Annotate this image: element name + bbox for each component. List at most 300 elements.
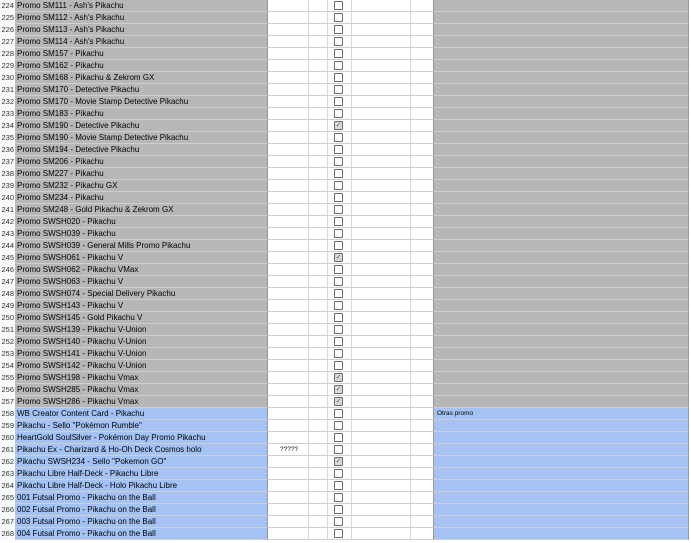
name-cell[interactable]	[15, 120, 268, 132]
note-cell[interactable]	[268, 120, 309, 132]
empty-cell[interactable]	[411, 312, 434, 324]
checkbox-icon[interactable]	[334, 301, 343, 310]
checkbox-icon[interactable]: ✓	[335, 254, 342, 261]
row-number[interactable]: 258	[1, 409, 14, 418]
note-cell[interactable]	[268, 420, 309, 432]
note-cell[interactable]	[268, 324, 309, 336]
checkbox-icon[interactable]	[334, 49, 343, 58]
empty-cell[interactable]	[352, 168, 411, 180]
checkbox-icon[interactable]: ✓	[335, 122, 342, 129]
row-number[interactable]: 260	[1, 433, 14, 442]
checkbox-icon[interactable]	[334, 73, 343, 82]
checkbox-cell[interactable]	[328, 252, 352, 264]
checkbox-icon[interactable]	[334, 229, 343, 238]
checkbox-icon[interactable]: ✓	[335, 458, 342, 465]
category-cell[interactable]	[434, 516, 689, 528]
checkbox-cell[interactable]	[328, 108, 352, 120]
checkbox-cell[interactable]	[328, 36, 352, 48]
note-cell[interactable]	[268, 240, 309, 252]
empty-cell[interactable]	[309, 228, 328, 240]
name-cell[interactable]	[15, 204, 268, 216]
category-cell[interactable]	[434, 192, 689, 204]
empty-cell[interactable]	[309, 276, 328, 288]
row-number[interactable]: 252	[1, 337, 14, 346]
empty-cell[interactable]	[352, 192, 411, 204]
checkbox-cell[interactable]	[328, 492, 352, 504]
name-cell[interactable]	[15, 228, 268, 240]
empty-cell[interactable]	[352, 0, 411, 12]
category-cell[interactable]	[434, 444, 689, 456]
checkbox-cell[interactable]	[328, 84, 352, 96]
name-cell[interactable]	[15, 168, 268, 180]
empty-cell[interactable]	[309, 420, 328, 432]
checkbox-cell[interactable]	[328, 120, 352, 132]
row-number[interactable]: 228	[1, 49, 14, 58]
empty-cell[interactable]	[352, 144, 411, 156]
category-cell[interactable]	[434, 180, 689, 192]
category-cell[interactable]	[434, 324, 689, 336]
category-cell[interactable]	[434, 0, 689, 12]
checkbox-icon[interactable]	[334, 529, 343, 538]
checkbox-icon[interactable]	[334, 61, 343, 70]
note-cell[interactable]	[268, 24, 309, 36]
category-cell[interactable]	[434, 384, 689, 396]
checkbox-cell[interactable]	[328, 180, 352, 192]
name-cell[interactable]	[15, 132, 268, 144]
empty-cell[interactable]	[309, 432, 328, 444]
empty-cell[interactable]	[309, 348, 328, 360]
category-cell[interactable]	[434, 312, 689, 324]
empty-cell[interactable]	[411, 252, 434, 264]
category-cell[interactable]	[434, 360, 689, 372]
note-cell[interactable]	[268, 228, 309, 240]
row-number[interactable]: 250	[1, 313, 14, 322]
empty-cell[interactable]	[352, 456, 411, 468]
row-number[interactable]: 254	[1, 361, 14, 370]
empty-cell[interactable]	[352, 120, 411, 132]
name-cell[interactable]	[15, 0, 268, 12]
note-cell[interactable]	[268, 504, 309, 516]
category-cell[interactable]	[434, 336, 689, 348]
checkbox-cell[interactable]	[328, 300, 352, 312]
empty-cell[interactable]	[309, 108, 328, 120]
row-number[interactable]: 251	[1, 325, 14, 334]
category-cell[interactable]	[434, 108, 689, 120]
category-cell[interactable]	[434, 96, 689, 108]
note-cell[interactable]	[268, 348, 309, 360]
row-number[interactable]: 262	[1, 457, 14, 466]
name-cell[interactable]	[15, 84, 268, 96]
note-cell[interactable]	[268, 408, 309, 420]
category-cell[interactable]	[434, 24, 689, 36]
name-cell[interactable]	[15, 396, 268, 408]
empty-cell[interactable]	[309, 528, 328, 540]
empty-cell[interactable]	[411, 48, 434, 60]
note-cell[interactable]	[268, 132, 309, 144]
checkbox-icon[interactable]	[334, 469, 343, 478]
empty-cell[interactable]	[352, 480, 411, 492]
checkbox-cell[interactable]	[328, 264, 352, 276]
name-cell[interactable]	[15, 372, 268, 384]
empty-cell[interactable]	[411, 432, 434, 444]
name-cell[interactable]	[15, 408, 268, 420]
empty-cell[interactable]	[352, 48, 411, 60]
note-cell[interactable]	[268, 372, 309, 384]
category-cell[interactable]	[434, 276, 689, 288]
note-cell[interactable]	[268, 480, 309, 492]
empty-cell[interactable]	[411, 456, 434, 468]
empty-cell[interactable]	[309, 132, 328, 144]
empty-cell[interactable]	[309, 192, 328, 204]
category-cell[interactable]	[434, 480, 689, 492]
note-cell[interactable]	[268, 216, 309, 228]
category-cell[interactable]	[434, 228, 689, 240]
empty-cell[interactable]	[309, 120, 328, 132]
row-number[interactable]: 256	[1, 385, 14, 394]
empty-cell[interactable]	[352, 516, 411, 528]
empty-cell[interactable]	[309, 216, 328, 228]
checkbox-icon[interactable]	[334, 481, 343, 490]
checkbox-cell[interactable]	[328, 288, 352, 300]
category-cell[interactable]	[434, 348, 689, 360]
empty-cell[interactable]	[352, 444, 411, 456]
checkbox-cell[interactable]	[328, 312, 352, 324]
empty-cell[interactable]	[309, 360, 328, 372]
row-number[interactable]: 233	[1, 109, 14, 118]
row-number[interactable]: 239	[1, 181, 14, 190]
note-cell[interactable]	[268, 252, 309, 264]
category-cell[interactable]	[434, 252, 689, 264]
checkbox-icon[interactable]	[334, 409, 343, 418]
empty-cell[interactable]	[309, 60, 328, 72]
checkbox-icon[interactable]	[334, 277, 343, 286]
checkbox-icon[interactable]	[334, 493, 343, 502]
empty-cell[interactable]	[411, 24, 434, 36]
row-number[interactable]: 237	[1, 157, 14, 166]
empty-cell[interactable]	[309, 36, 328, 48]
empty-cell[interactable]	[352, 312, 411, 324]
empty-cell[interactable]	[352, 408, 411, 420]
empty-cell[interactable]	[411, 372, 434, 384]
checkbox-icon[interactable]	[334, 169, 343, 178]
row-number[interactable]: 229	[1, 61, 14, 70]
checkbox-icon[interactable]: ✓	[335, 398, 342, 405]
empty-cell[interactable]	[309, 408, 328, 420]
category-cell[interactable]	[434, 36, 689, 48]
note-cell[interactable]	[268, 288, 309, 300]
checkbox-icon[interactable]	[334, 325, 343, 334]
category-cell[interactable]	[434, 264, 689, 276]
row-number[interactable]: 225	[1, 13, 14, 22]
name-cell[interactable]	[15, 324, 268, 336]
category-cell[interactable]	[434, 120, 689, 132]
empty-cell[interactable]	[352, 384, 411, 396]
empty-cell[interactable]	[411, 204, 434, 216]
checkbox-icon[interactable]	[334, 25, 343, 34]
category-cell[interactable]	[434, 72, 689, 84]
name-cell[interactable]	[15, 504, 268, 516]
note-cell[interactable]	[268, 264, 309, 276]
checkbox-cell[interactable]	[328, 456, 352, 468]
row-number[interactable]: 257	[1, 397, 14, 406]
empty-cell[interactable]	[411, 180, 434, 192]
name-cell[interactable]	[15, 12, 268, 24]
row-number[interactable]: 261	[1, 445, 14, 454]
row-number[interactable]: 244	[1, 241, 14, 250]
empty-cell[interactable]	[411, 264, 434, 276]
empty-cell[interactable]	[411, 120, 434, 132]
note-cell[interactable]	[268, 60, 309, 72]
checkbox-icon[interactable]	[334, 265, 343, 274]
empty-cell[interactable]	[309, 516, 328, 528]
name-cell[interactable]	[15, 96, 268, 108]
note-cell[interactable]	[268, 168, 309, 180]
empty-cell[interactable]	[352, 180, 411, 192]
empty-cell[interactable]	[411, 504, 434, 516]
row-number[interactable]: 242	[1, 217, 14, 226]
empty-cell[interactable]	[352, 60, 411, 72]
checkbox-cell[interactable]	[328, 384, 352, 396]
empty-cell[interactable]	[411, 36, 434, 48]
name-cell[interactable]	[15, 276, 268, 288]
name-cell[interactable]	[15, 444, 268, 456]
row-number[interactable]: 245	[1, 253, 14, 262]
checkbox-icon[interactable]	[334, 1, 343, 10]
note-cell[interactable]	[268, 192, 309, 204]
name-cell[interactable]	[15, 192, 268, 204]
empty-cell[interactable]	[309, 72, 328, 84]
empty-cell[interactable]	[411, 0, 434, 12]
checkbox-icon[interactable]	[334, 157, 343, 166]
note-cell[interactable]	[268, 108, 309, 120]
empty-cell[interactable]	[411, 336, 434, 348]
empty-cell[interactable]	[309, 180, 328, 192]
empty-cell[interactable]	[411, 288, 434, 300]
name-cell[interactable]	[15, 48, 268, 60]
checkbox-cell[interactable]	[328, 444, 352, 456]
empty-cell[interactable]	[411, 384, 434, 396]
name-cell[interactable]	[15, 348, 268, 360]
category-cell[interactable]	[434, 240, 689, 252]
checkbox-cell[interactable]	[328, 168, 352, 180]
category-cell[interactable]	[434, 216, 689, 228]
name-cell[interactable]	[15, 480, 268, 492]
empty-cell[interactable]	[309, 24, 328, 36]
empty-cell[interactable]	[352, 468, 411, 480]
empty-cell[interactable]	[352, 36, 411, 48]
empty-cell[interactable]	[309, 492, 328, 504]
row-number[interactable]: 247	[1, 277, 14, 286]
checkbox-icon[interactable]: ✓	[335, 374, 342, 381]
category-cell[interactable]	[434, 372, 689, 384]
empty-cell[interactable]	[309, 168, 328, 180]
checkbox-icon[interactable]	[334, 517, 343, 526]
empty-cell[interactable]	[309, 288, 328, 300]
empty-cell[interactable]	[352, 288, 411, 300]
category-cell[interactable]	[434, 456, 689, 468]
checkbox-icon[interactable]	[334, 193, 343, 202]
checkbox-icon[interactable]	[334, 361, 343, 370]
row-number[interactable]: 238	[1, 169, 14, 178]
empty-cell[interactable]	[411, 420, 434, 432]
empty-cell[interactable]	[352, 492, 411, 504]
checkbox-icon[interactable]	[334, 133, 343, 142]
checkbox-cell[interactable]	[328, 396, 352, 408]
name-cell[interactable]	[15, 360, 268, 372]
checkbox-cell[interactable]	[328, 348, 352, 360]
empty-cell[interactable]	[309, 252, 328, 264]
row-number[interactable]: 241	[1, 205, 14, 214]
checkbox-cell[interactable]	[328, 240, 352, 252]
name-cell[interactable]	[15, 420, 268, 432]
empty-cell[interactable]	[309, 336, 328, 348]
empty-cell[interactable]	[411, 192, 434, 204]
category-cell[interactable]	[434, 156, 689, 168]
checkbox-cell[interactable]	[328, 516, 352, 528]
checkbox-icon[interactable]	[334, 217, 343, 226]
empty-cell[interactable]	[411, 12, 434, 24]
row-number[interactable]: 232	[1, 97, 14, 106]
empty-cell[interactable]	[352, 348, 411, 360]
empty-cell[interactable]	[411, 492, 434, 504]
row-number[interactable]: 267	[1, 517, 14, 526]
category-cell[interactable]	[434, 204, 689, 216]
empty-cell[interactable]	[309, 300, 328, 312]
name-cell[interactable]	[15, 60, 268, 72]
checkbox-icon[interactable]	[334, 205, 343, 214]
name-cell[interactable]	[15, 384, 268, 396]
checkbox-cell[interactable]	[328, 60, 352, 72]
category-cell[interactable]	[434, 408, 689, 420]
checkbox-icon[interactable]	[334, 349, 343, 358]
empty-cell[interactable]	[352, 372, 411, 384]
name-cell[interactable]	[15, 24, 268, 36]
row-number[interactable]: 240	[1, 193, 14, 202]
empty-cell[interactable]	[309, 84, 328, 96]
checkbox-cell[interactable]	[328, 528, 352, 540]
empty-cell[interactable]	[411, 468, 434, 480]
checkbox-icon[interactable]	[334, 97, 343, 106]
checkbox-cell[interactable]	[328, 96, 352, 108]
category-cell[interactable]	[434, 168, 689, 180]
note-cell[interactable]	[268, 384, 309, 396]
row-number[interactable]: 226	[1, 25, 14, 34]
empty-cell[interactable]	[352, 432, 411, 444]
empty-cell[interactable]	[309, 504, 328, 516]
empty-cell[interactable]	[309, 324, 328, 336]
empty-cell[interactable]	[352, 528, 411, 540]
name-cell[interactable]	[15, 312, 268, 324]
checkbox-cell[interactable]	[328, 336, 352, 348]
note-cell[interactable]	[268, 72, 309, 84]
empty-cell[interactable]	[411, 108, 434, 120]
name-cell[interactable]	[15, 468, 268, 480]
checkbox-icon[interactable]	[334, 13, 343, 22]
empty-cell[interactable]	[309, 396, 328, 408]
empty-cell[interactable]	[309, 12, 328, 24]
name-cell[interactable]	[15, 516, 268, 528]
empty-cell[interactable]	[411, 324, 434, 336]
checkbox-cell[interactable]	[328, 372, 352, 384]
empty-cell[interactable]	[309, 372, 328, 384]
empty-cell[interactable]	[411, 528, 434, 540]
note-cell[interactable]	[268, 396, 309, 408]
empty-cell[interactable]	[352, 396, 411, 408]
name-cell[interactable]	[15, 432, 268, 444]
empty-cell[interactable]	[352, 276, 411, 288]
checkbox-cell[interactable]	[328, 156, 352, 168]
empty-cell[interactable]	[352, 72, 411, 84]
checkbox-cell[interactable]	[328, 216, 352, 228]
empty-cell[interactable]	[309, 384, 328, 396]
empty-cell[interactable]	[309, 48, 328, 60]
empty-cell[interactable]	[411, 300, 434, 312]
note-cell[interactable]	[268, 468, 309, 480]
empty-cell[interactable]	[309, 0, 328, 12]
empty-cell[interactable]	[352, 108, 411, 120]
empty-cell[interactable]	[411, 408, 434, 420]
note-cell[interactable]	[268, 432, 309, 444]
checkbox-icon[interactable]	[334, 181, 343, 190]
note-cell[interactable]	[268, 48, 309, 60]
checkbox-cell[interactable]	[328, 24, 352, 36]
note-cell[interactable]	[268, 12, 309, 24]
checkbox-icon[interactable]	[334, 241, 343, 250]
category-cell[interactable]	[434, 504, 689, 516]
row-number[interactable]: 266	[1, 505, 14, 514]
name-cell[interactable]	[15, 300, 268, 312]
row-number[interactable]: 265	[1, 493, 14, 502]
name-cell[interactable]	[15, 264, 268, 276]
checkbox-cell[interactable]	[328, 432, 352, 444]
empty-cell[interactable]	[352, 228, 411, 240]
note-cell[interactable]	[268, 204, 309, 216]
empty-cell[interactable]	[309, 312, 328, 324]
empty-cell[interactable]	[411, 228, 434, 240]
category-cell[interactable]	[434, 288, 689, 300]
empty-cell[interactable]	[411, 96, 434, 108]
category-cell[interactable]	[434, 528, 689, 540]
note-cell[interactable]	[268, 156, 309, 168]
row-number[interactable]: 253	[1, 349, 14, 358]
note-cell[interactable]	[268, 360, 309, 372]
checkbox-cell[interactable]	[328, 504, 352, 516]
checkbox-cell[interactable]	[328, 360, 352, 372]
checkbox-cell[interactable]	[328, 228, 352, 240]
name-cell[interactable]	[15, 288, 268, 300]
empty-cell[interactable]	[352, 12, 411, 24]
category-cell[interactable]	[434, 12, 689, 24]
checkbox-icon[interactable]	[334, 37, 343, 46]
checkbox-cell[interactable]	[328, 480, 352, 492]
empty-cell[interactable]	[411, 72, 434, 84]
checkbox-cell[interactable]	[328, 420, 352, 432]
note-cell[interactable]	[268, 300, 309, 312]
checkbox-cell[interactable]	[328, 72, 352, 84]
name-cell[interactable]	[15, 216, 268, 228]
empty-cell[interactable]	[309, 456, 328, 468]
checkbox-icon[interactable]	[334, 145, 343, 154]
name-cell[interactable]	[15, 528, 268, 540]
empty-cell[interactable]	[411, 360, 434, 372]
checkbox-cell[interactable]	[328, 144, 352, 156]
checkbox-cell[interactable]	[328, 12, 352, 24]
empty-cell[interactable]	[309, 96, 328, 108]
note-cell[interactable]	[268, 336, 309, 348]
empty-cell[interactable]	[352, 216, 411, 228]
name-cell[interactable]	[15, 72, 268, 84]
empty-cell[interactable]	[309, 264, 328, 276]
